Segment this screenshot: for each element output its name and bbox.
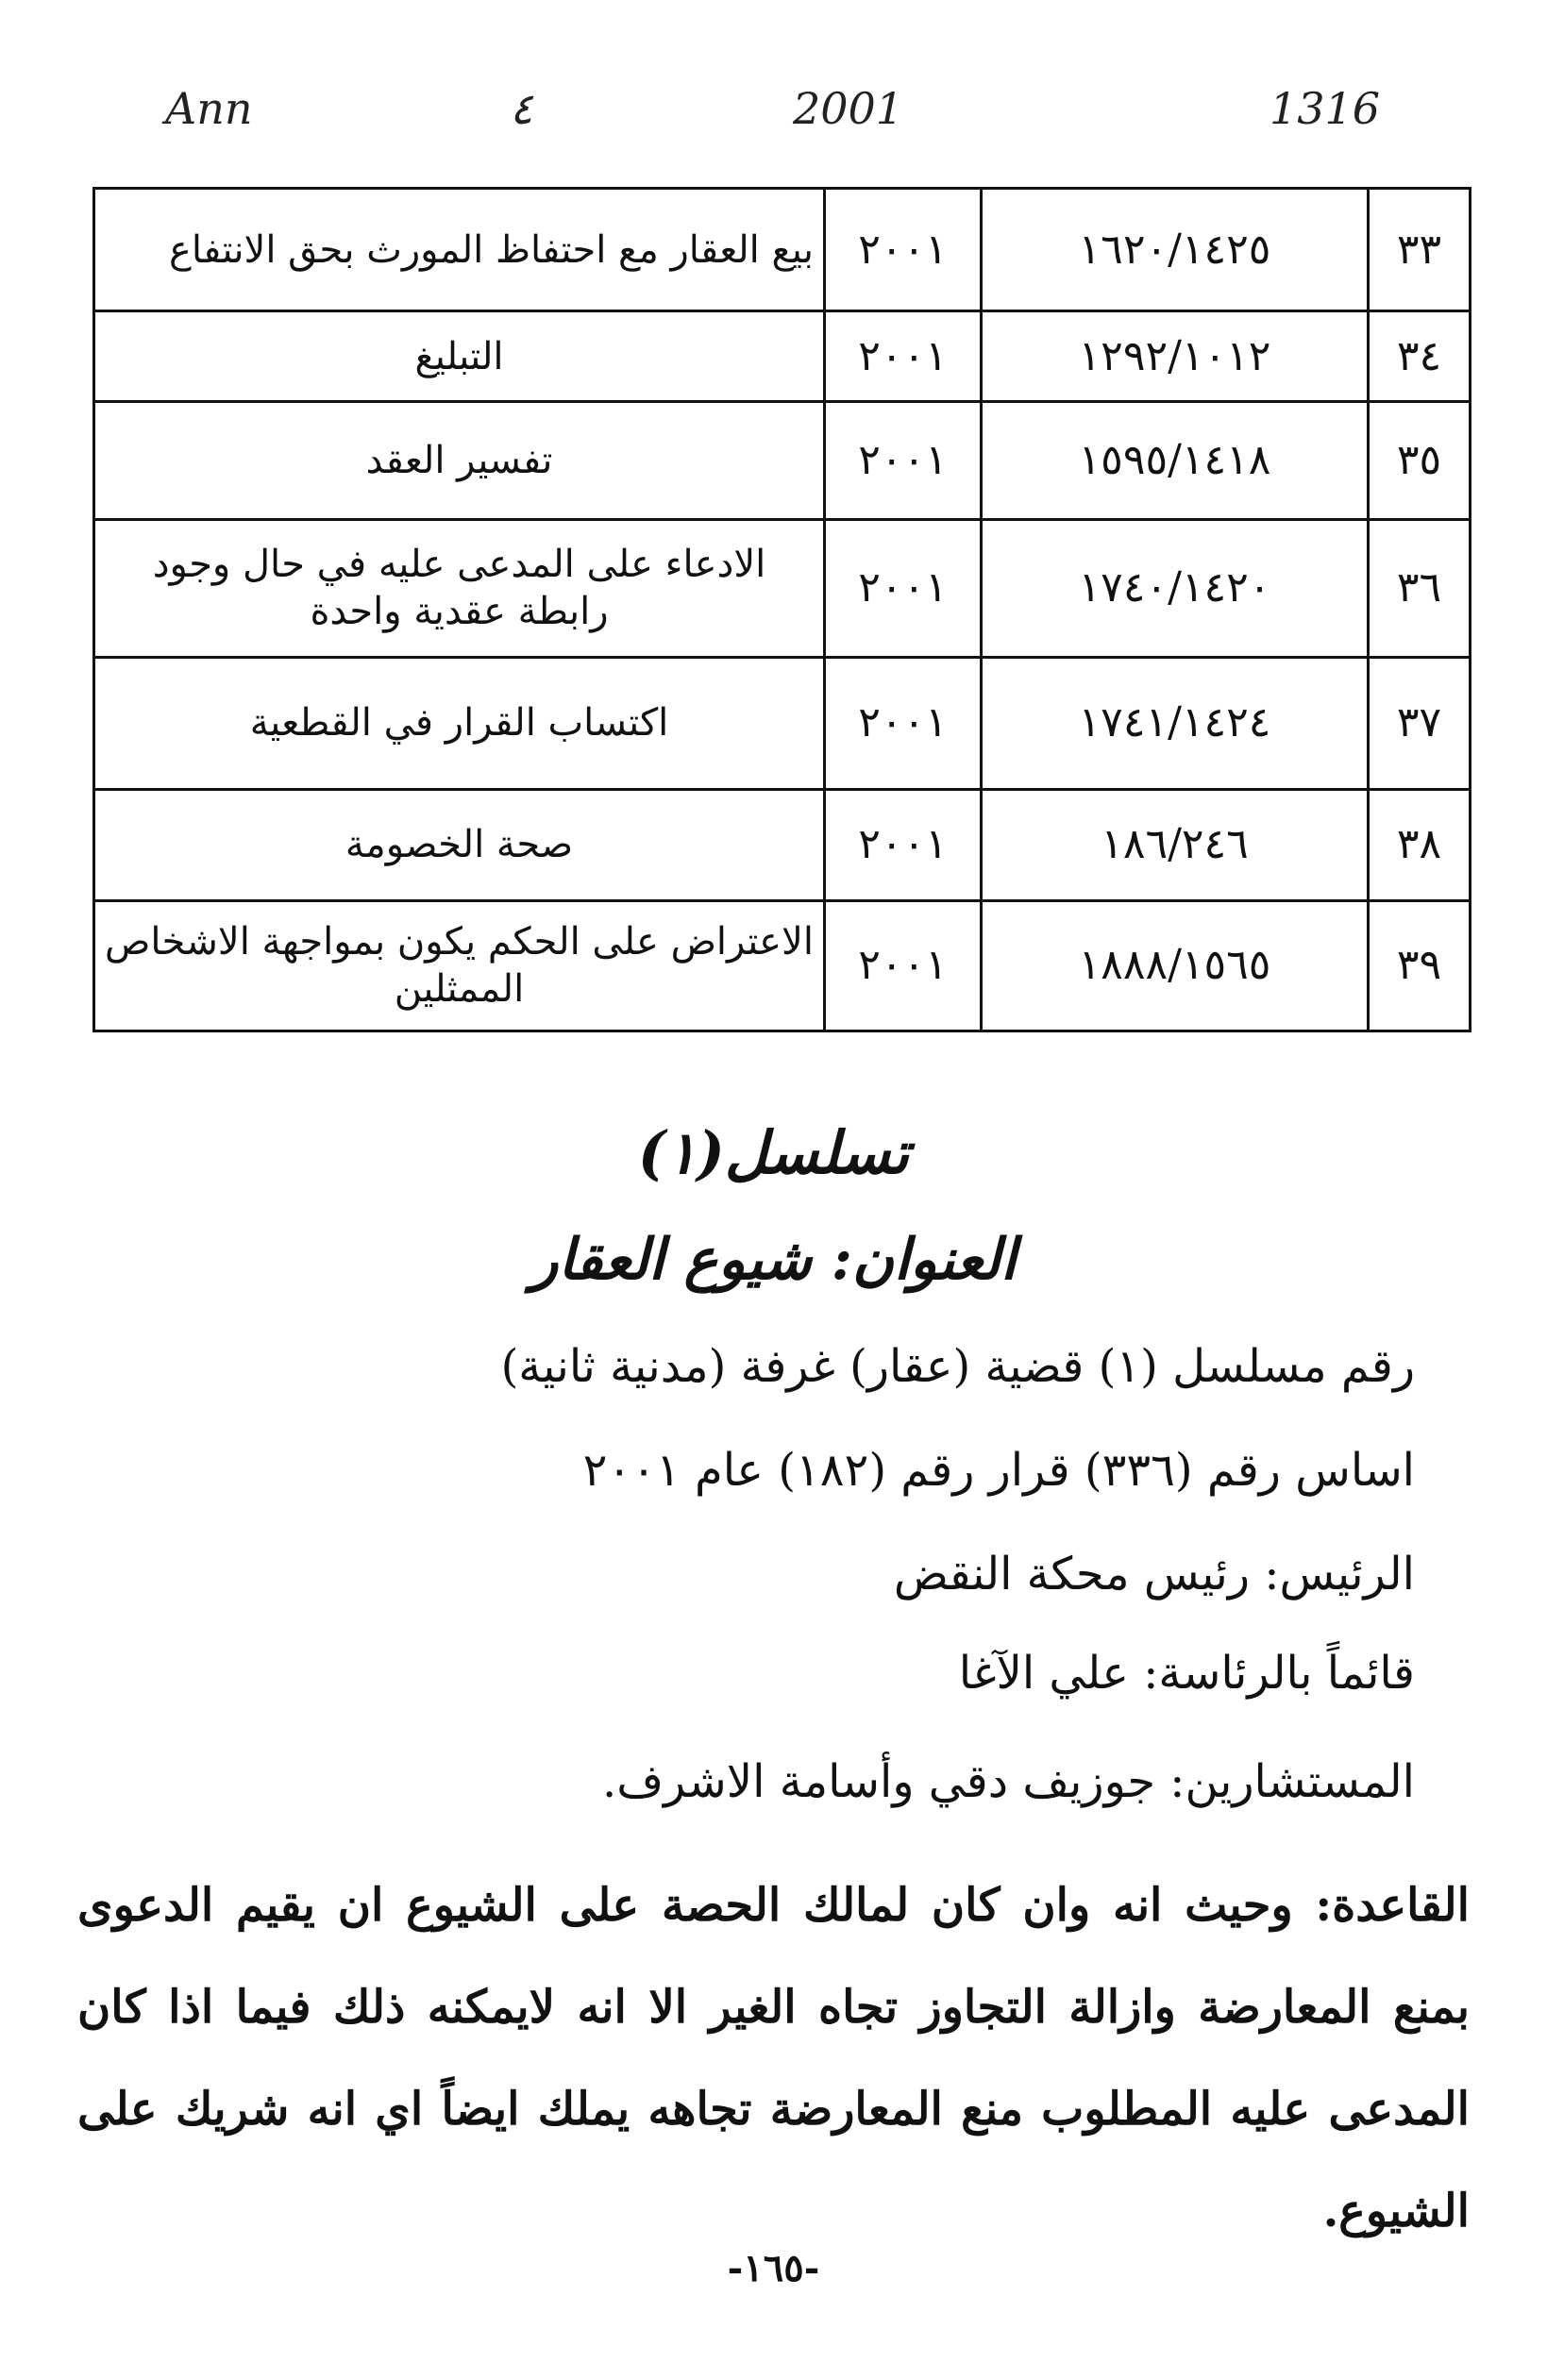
case-reference: ١٦٢٠/١٤٢٥: [982, 189, 1369, 311]
row-number: ٣٧: [1369, 657, 1471, 789]
case-subject: بيع العقار مع احتفاظ المورث بحق الانتفاع: [94, 189, 825, 311]
case-subject: التبليغ: [94, 311, 825, 402]
decision-year: ٢٠٠١: [825, 657, 982, 789]
row-number: ٣٨: [1369, 789, 1471, 900]
decision-year: ٢٠٠١: [825, 311, 982, 402]
case-subject: الادعاء على المدعى عليه في حال وجود رابطة عقدية واحدة: [94, 520, 825, 657]
case-subject: صحة الخصومة: [94, 789, 825, 900]
handwritten-note: Ann: [165, 83, 253, 134]
decision-year: ٢٠٠١: [825, 402, 982, 520]
row-number: ٣٤: [1369, 311, 1471, 402]
table-row: [94, 402, 1471, 520]
table-row: [94, 189, 1471, 311]
case-reference: ١٥٩٥/١٤١٨: [982, 402, 1369, 520]
row-number: ٣٦: [1369, 520, 1471, 657]
decision-year: ٢٠٠١: [825, 189, 982, 311]
case-reference: ١٨٨٨/١٥٦٥: [982, 900, 1369, 1031]
handwritten-note: 1316: [1270, 83, 1381, 134]
table-row: [94, 900, 1471, 1031]
row-number: ٣٥: [1369, 402, 1471, 520]
page-number: -١٦٥-: [727, 2246, 820, 2290]
case-serial-line: رقم مسلسل (١) قضية (عقار) غرفة (مدنية ثانية): [500, 1340, 1415, 1393]
decision-year: ٢٠٠١: [825, 900, 982, 1031]
decision-year: ٢٠٠١: [825, 789, 982, 900]
case-basis-line: اساس رقم (٣٣٦) قرار رقم (١٨٢) عام ٢٠٠١: [582, 1444, 1415, 1497]
handwritten-note: ٤: [510, 83, 533, 134]
row-number: ٣٣: [1369, 189, 1471, 311]
acting-president-line: قائماً بالرئاسة: علي الآغا: [958, 1647, 1415, 1700]
case-subject: الاعتراض على الحكم يكون بمواجهة الاشخاص الممثلين: [94, 900, 825, 1031]
case-reference: ١٧٤٠/١٤٢٠: [982, 520, 1369, 657]
row-number: ٣٩: [1369, 900, 1471, 1031]
case-subject: اكتساب القرار في القطعية: [94, 657, 825, 789]
decision-year: ٢٠٠١: [825, 520, 982, 657]
index-table: [92, 187, 1471, 1032]
table-row: [94, 789, 1471, 900]
case-reference: ١٧٤١/١٤٢٤: [982, 657, 1369, 789]
table-row: [94, 520, 1471, 657]
court-president-line: الرئيس: رئيس محكة النقض: [893, 1548, 1415, 1601]
handwritten-note: 2001: [793, 83, 904, 134]
table-row: [94, 311, 1471, 402]
section-title: العنوان: شيوع العقار: [530, 1227, 1017, 1293]
case-subject: تفسير العقد: [94, 402, 825, 520]
counselors-line: المستشارين: جوزيف دقي وأسامة الاشرف.: [602, 1755, 1415, 1808]
case-reference: ١٢٩٢/١٠١٢: [982, 311, 1369, 402]
legal-rule-paragraph: القاعدة: وحيث انه وان كان لمالك الحصة على الشيوع ان يقيم الدعوى بمنع المعارضة وازالة التجاوز تجاه الغير الا انه لايمكنه ذلك فيما اذا كان المدعى عليه المطلوب منع المعارضة تجاهه يملك ايضاً اي انه شريك على الشيوع.: [77, 1879, 1470, 2238]
section-sequence-heading: تسلسل(١): [637, 1118, 910, 1187]
table-row: [94, 657, 1471, 789]
case-reference: ١٨٦/٢٤٦: [982, 789, 1369, 900]
